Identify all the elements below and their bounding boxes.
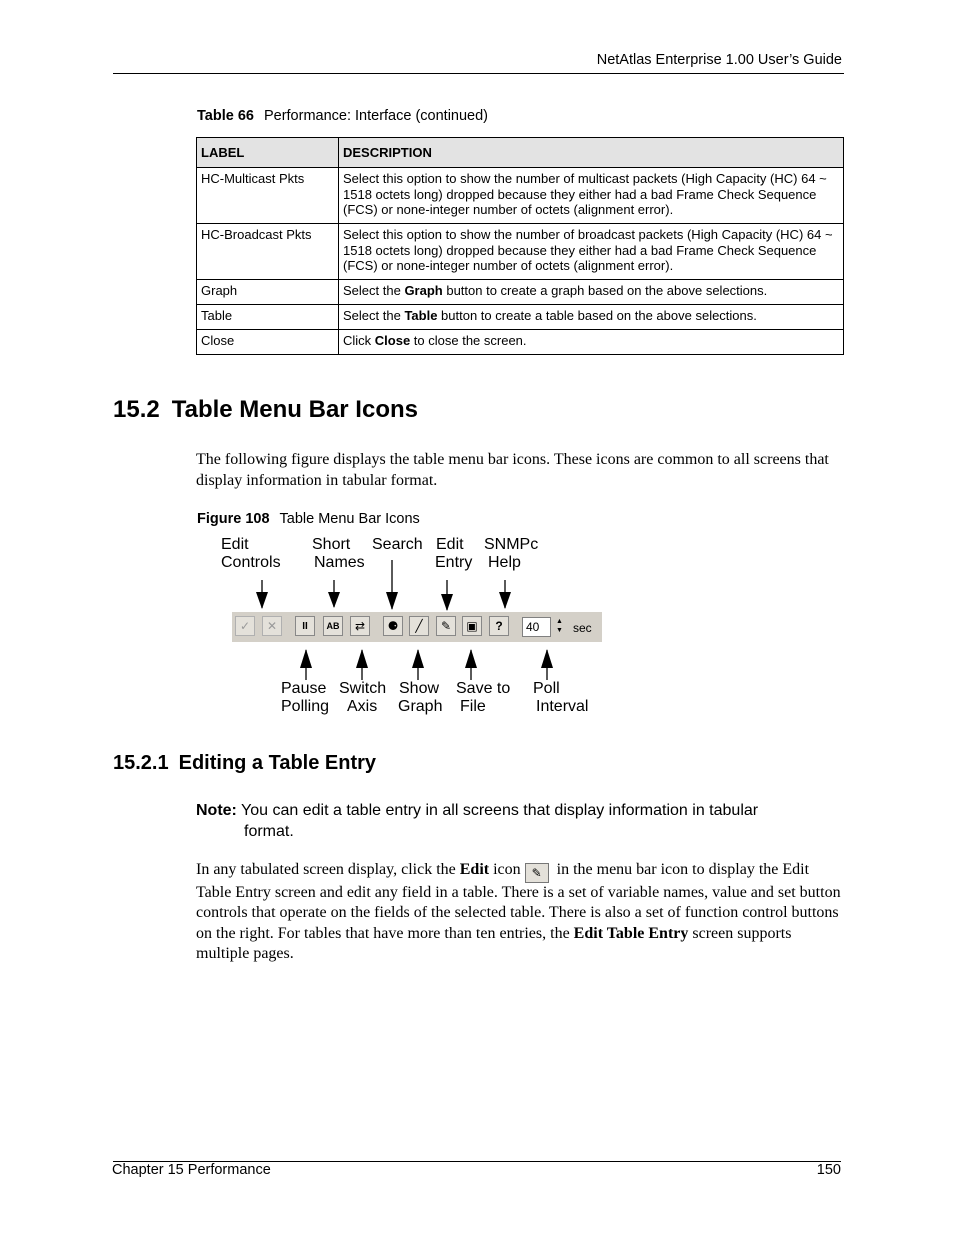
row-description: Select this option to show the number of multicast packets (High Capacity (HC) 64 ~ 1518 octets long) dropped because they either had a bad Frame Check Sequence (FCS) or none-integer number of octets (alignment error).	[339, 168, 844, 224]
row-label: Table	[197, 305, 339, 330]
figure-caption-label: Figure 108	[197, 511, 270, 527]
help-icon[interactable]: ?	[489, 616, 509, 636]
spin-up-icon[interactable]: ▲	[556, 618, 563, 625]
label-save-to-file: Save to File	[456, 680, 511, 715]
poll-interval-unit: sec	[573, 621, 592, 635]
pause-icon[interactable]: II	[295, 616, 315, 636]
poll-interval-spinner[interactable]	[550, 617, 568, 637]
check-icon[interactable]: ✓	[235, 616, 255, 636]
section-heading: 15.2 Table Menu Bar Icons	[113, 396, 418, 423]
label-short-names: Short Names	[312, 536, 365, 571]
subsection-heading: 15.2.1 Editing a Table Entry	[113, 752, 377, 774]
row-description: Click Close to close the screen.	[339, 330, 844, 355]
row-label: HC-Multicast Pkts	[197, 168, 339, 224]
edit-pencil-icon: ✎	[525, 863, 549, 883]
footer-chapter: Chapter 15 Performance	[112, 1162, 271, 1178]
column-header-description: DESCRIPTION	[339, 138, 844, 168]
figure-caption-text: Table Menu Bar Icons	[279, 511, 420, 527]
page-number: 150	[816, 1162, 841, 1178]
label-poll-interval: Poll Interval	[533, 680, 589, 715]
row-description: Select the Table button to create a table based on the above selections.	[339, 305, 844, 330]
note-text-cont: format.	[244, 823, 294, 840]
short-names-icon[interactable]: AB	[323, 616, 343, 636]
note-text: You can edit a table entry in all screens that display information in tabular	[241, 802, 759, 819]
row-description: Select this option to show the number of broadcast packets (High Capacity (HC) 64 ~ 1518 octets long) dropped because they either had a bad Frame Check Sequence (FCS) or none-integer number of octets (alignment error).	[339, 224, 844, 280]
row-description: Select the Graph button to create a graph based on the above selections.	[339, 280, 844, 305]
row-label: Graph	[197, 280, 339, 305]
switch-axis-icon[interactable]: ⇄	[350, 616, 370, 636]
floppy-disk-icon[interactable]: ▣	[462, 616, 482, 636]
note-label: Note:	[196, 802, 237, 819]
table-caption-label: Table 66	[197, 108, 254, 124]
section-body: The following figure displays the table menu bar icons. These icons are common to all screens that display information in tabular format.	[196, 451, 829, 489]
running-header: NetAtlas Enterprise 1.00 User’s Guide	[596, 52, 842, 68]
label-pause-polling: Pause Polling	[281, 680, 330, 715]
label-edit-entry: Edit Entry	[435, 536, 473, 571]
subsection-body: In any tabulated screen display, click the Edit icon ✎ in the menu bar icon to display the Edit Table Entry screen and edit any field in a table. There is a set of variable names, value and set button controls that operate on the fields of the selected table. There is also a set of function control buttons on the right. For tables that have more than ten entries, the Edit Table Entry screen supports multiple pages.	[196, 861, 841, 962]
pencil-icon[interactable]: ✎	[436, 616, 456, 636]
label-switch-axis: Switch Axis	[339, 680, 387, 715]
table-caption-text: Performance: Interface (continued)	[263, 108, 489, 124]
x-icon[interactable]: ✕	[262, 616, 282, 636]
label-edit-controls: Edit Controls	[221, 536, 281, 571]
spin-down-icon[interactable]: ▼	[556, 627, 563, 634]
row-label: Close	[197, 330, 339, 355]
binoculars-icon[interactable]: ⚈	[383, 616, 403, 636]
label-snmpc-help: SNMPc Help	[484, 536, 539, 571]
graph-icon[interactable]: ╱	[409, 616, 429, 636]
column-header-label: LABEL	[197, 138, 339, 168]
label-show-graph: Show Graph	[398, 680, 443, 715]
row-label: HC-Broadcast Pkts	[197, 224, 339, 280]
poll-interval-input[interactable]: 40	[522, 617, 568, 637]
label-search: Search	[372, 536, 423, 553]
note	[196, 800, 836, 842]
